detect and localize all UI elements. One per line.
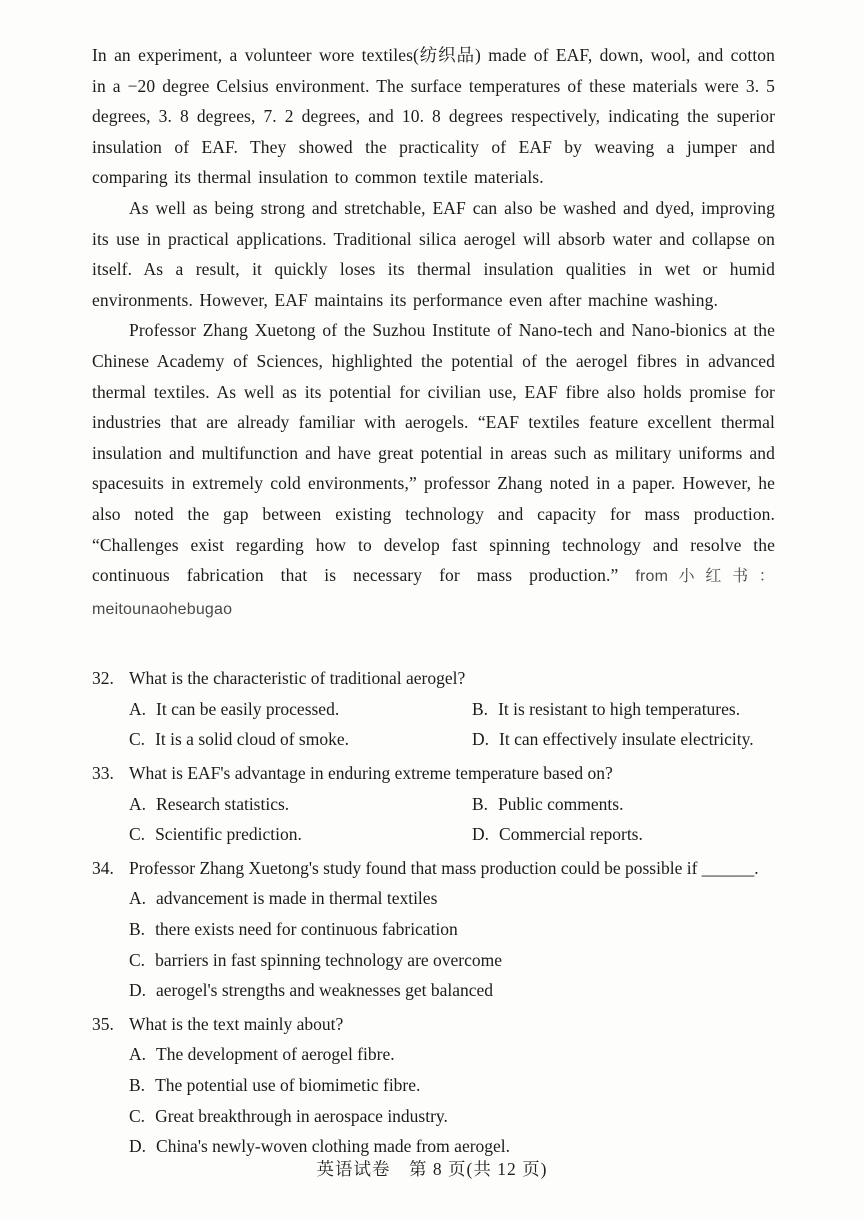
page-footer: 英语试卷 第 8 页(共 12 页) [316,1159,548,1179]
option-label: D. [472,824,490,845]
option-label: A. [129,888,147,909]
option-text: barriers in fast spinning technology are overcome [155,949,503,970]
question-32-option-d [472,724,775,755]
option-label: B. [472,698,489,719]
question-35-options [129,1039,775,1161]
option-label: D. [129,1136,147,1157]
question-33-option-d [472,819,775,850]
question-32-option-c [129,724,472,755]
questions-section [92,663,775,1162]
question-34 [92,853,775,1006]
option-text: The potential use of biomimetic fibre. [155,1075,421,1095]
question-35 [92,1009,775,1162]
option-text: aerogel's strengths and weaknesses get balanced [156,980,494,1001]
option-text: Research statistics. [156,793,290,814]
option-label: C. [129,824,146,845]
question-32-option-b [472,694,775,725]
question-32-stem [92,663,775,694]
question-33-number: 33. [92,763,114,784]
option-text: Commercial reports. [499,824,643,845]
question-33-stem [92,758,775,789]
passage-paragraph-3 [92,315,775,625]
option-text: The development of aerogel fibre. [156,1044,395,1065]
option-label: A. [129,698,147,719]
option-label: D. [472,729,490,750]
reading-passage [92,40,775,625]
question-34-option-d [129,975,775,1006]
question-34-stem [92,853,775,884]
option-label: A. [129,1044,147,1065]
option-text: It can effectively insulate electricity. [499,729,754,750]
passage-paragraph-3-text: Professor Zhang Xuetong of the Suzhou Institute of Nano-tech and Nano-bionics at the Chinese Academy of Sciences, highlighted the potential of the aerogel fibres in advanced thermal textiles. As well as its potential for civilian use, EAF fibre also holds promise for industries that are already familiar with aerogels. “EAF textiles feature excellent thermal insulation and multifunction and have great potential in areas such as military uniforms and spacesuits in extremely cold environments,” professor Zhang noted in a paper. However, he also noted the gap between existing technology and capacity for mass production. “Challenges exist regarding how to develop fast spinning technology and resolve the continuous fabrication that is necessary for mass production.” [92,320,775,586]
option-label: A. [129,793,147,814]
question-34-option-b [129,914,775,945]
question-33-options [129,789,775,850]
option-text: China's newly-woven clothing made from aerogel. [156,1136,511,1157]
question-32-text: What is the characteristic of traditional aerogel? [129,668,466,689]
question-34-text: Professor Zhang Xuetong's study found that mass production could be possible if ______. [129,857,759,878]
option-label: B. [129,919,146,940]
option-label: C. [129,729,146,750]
passage-paragraph-2: As well as being strong and stretchable, EAF can also be washed and dyed, improving its use in practical applications. Traditional silica aerogel will absorb water and collapse on itself. As a result, it quickly loses its thermal insulation qualities in wet or humid environments. However, EAF maintains its performance even after machine washing. [92,197,775,310]
option-label: C. [129,949,146,970]
option-text: It can be easily processed. [156,698,340,719]
question-35-option-a [129,1039,775,1070]
question-32-options [129,694,775,755]
question-32-option-a [129,694,472,725]
question-32-number: 32. [92,668,114,689]
option-label: B. [129,1075,146,1095]
option-text: Public comments. [498,793,624,814]
question-32 [92,663,775,755]
option-label: C. [129,1105,146,1126]
question-34-option-a [129,883,775,914]
question-35-number: 35. [92,1013,114,1034]
option-text: It is resistant to high temperatures. [498,698,741,719]
question-35-option-c [129,1101,775,1132]
question-34-options [129,883,775,1005]
question-35-text: What is the text mainly about? [129,1013,344,1034]
question-33-text: What is EAF's advantage in enduring extreme temperature based on? [129,763,613,784]
option-label: B. [472,793,489,814]
option-text: It is a solid cloud of smoke. [155,729,349,750]
option-text: Scientific prediction. [155,824,302,845]
question-33-option-a [129,789,472,820]
passage-source-note: from小红书：meitounaohebugao [92,568,775,618]
option-text: advancement is made in thermal textiles [156,888,438,909]
option-text: there exists need for continuous fabrication [155,919,458,940]
option-text: Great breakthrough in aerospace industry. [155,1105,448,1126]
question-35-stem [92,1009,775,1040]
question-35-option-b [129,1070,775,1101]
question-33-option-b [472,789,775,820]
question-34-number: 34. [92,857,114,878]
question-33 [92,758,775,850]
passage-paragraph-1: In an experiment, a volunteer wore textiles(纺织品) made of EAF, down, wool, and cotton in a −20 degree Celsius environment. The surface temperatures of these materials were 3. 5 degrees, 3. 8 degrees, 7. 2 degrees, and 10. 8 degrees respectively, indicating the superior insulation of EAF. They showed the practicality of EAF by weaving a jumper and comparing its thermal insulation to common textile materials. [92,45,775,188]
question-34-option-c [129,945,775,976]
question-33-option-c [129,819,472,850]
option-label: D. [129,980,147,1001]
